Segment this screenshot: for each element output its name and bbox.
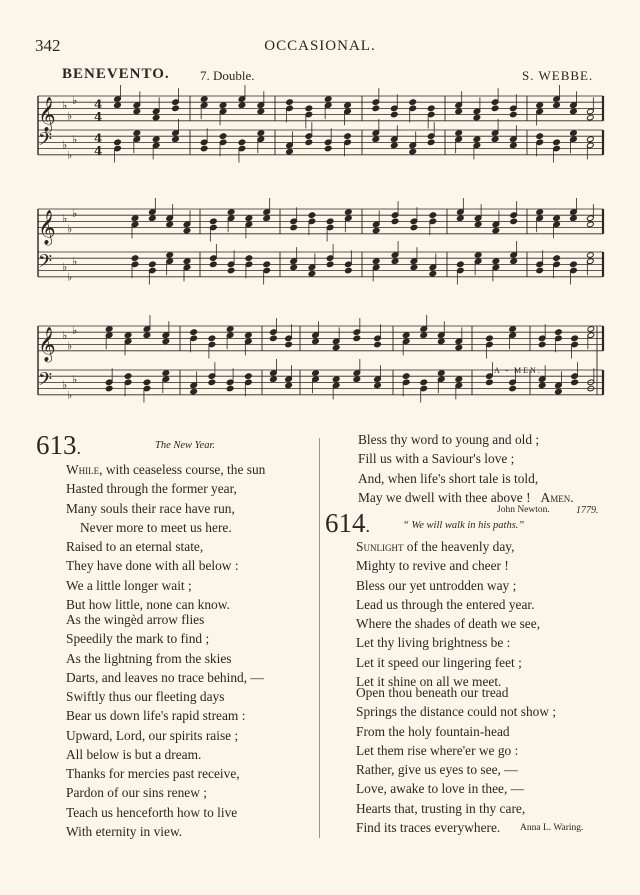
note-head [226,326,234,333]
note-head [410,224,418,231]
note-head [353,376,361,383]
note-head [263,261,271,268]
hymn-613-author: John Newton. [497,505,550,515]
note-head [390,142,398,149]
note-head [219,102,227,109]
note-head [372,105,380,112]
note-head [238,102,246,109]
note-head [492,227,500,234]
flat-icon: ♭ [67,222,73,236]
note-head [290,224,298,231]
note-head [308,212,316,219]
verse-line: Where the shades of death we see, [356,616,541,632]
note-head [455,344,463,351]
note-head [105,385,113,392]
verse-line: They have done with all below : [66,558,239,574]
verse-line: As the lightning from the skies [66,650,232,666]
note-head [286,148,294,155]
note-head [587,136,595,143]
bass-clef-icon: 𝄢 [38,129,53,155]
verse-line: And, when life's short tale is told, [358,470,539,486]
note-head [570,108,578,115]
note-head [474,252,482,259]
note-head [486,379,494,386]
treble-clef-icon: 𝄞 [38,209,56,245]
note-head [372,258,380,265]
flat-icon: ♭ [67,270,73,284]
flat-icon: ♭ [67,339,73,353]
note-head [570,130,578,137]
flat-icon: ♭ [62,138,68,152]
verse-line: May we dwell with thee above ! Amen. [358,489,574,505]
note-head [587,114,595,121]
note-head [457,261,465,268]
note-head [555,388,563,395]
note-head [270,335,278,342]
note-head [143,379,151,386]
column-divider [319,438,320,838]
flat-icon: ♭ [62,329,68,343]
flat-icon: ♭ [62,99,68,113]
note-head [172,105,180,112]
note-head [553,255,561,262]
note-head [553,102,561,109]
note-head [149,261,157,268]
note-head [509,385,517,392]
note-head [538,341,546,348]
verse-line: Hasted through the former year, [66,481,237,497]
note-head [410,264,418,271]
note-head [245,255,253,262]
note-head [455,108,463,115]
note-head [553,139,561,146]
note-head [420,379,428,386]
verse-line: Bless our yet untrodden way ; [356,577,517,593]
hymn-614-stanza-1 [356,537,540,691]
note-head [429,270,437,277]
note-head [374,341,382,348]
note-head [372,136,380,143]
note-head [162,370,170,377]
note-head [570,215,578,222]
hymn-613-stanza-2 [66,610,264,764]
note-head [312,338,320,345]
hymn-614-number: 614. [325,508,370,538]
note-head [190,329,198,336]
hymn-614-author: Anna L. Waring. [520,823,584,833]
tune-name: BENEVENTO. [62,66,170,82]
hymn-613-stanza-4 [358,430,574,507]
note-head [474,221,482,228]
verse-line: Let thy living brightness be : [356,635,511,651]
note-head [270,376,278,383]
flat-icon: ♭ [67,109,73,123]
verse-line: Darts, and leaves no trace behind, — [66,669,264,685]
line-rest: , with ceaseless course, the sun [99,462,266,477]
page-number: 342 [35,36,61,55]
verse-line: As the wingèd arrow flies [66,612,205,627]
note-head [409,99,417,106]
note-head [210,218,218,225]
note-head [555,329,563,336]
hymn-613-stanza-3 [66,764,240,841]
note-head [305,139,313,146]
verse-line: Let it shine on all we meet. [356,674,502,690]
time-signature-bottom: 4 [94,109,103,124]
note-head [332,376,340,383]
verse-line: We a little longer wait ; [66,577,192,593]
note-head [553,215,561,222]
verse-line: Mighty to revive and cheer ! [356,558,509,574]
verse-line: Let them rise where'er we go : [356,742,519,758]
note-head [324,96,332,103]
bass-clef-icon: 𝄢 [38,251,53,277]
flat-icon: ♭ [67,388,73,402]
note-head [536,102,544,109]
flat-icon: ♭ [72,324,78,337]
verse-line: Bear us down life's rapid stream : [66,708,246,724]
note-head [149,215,157,222]
note-head [510,218,518,225]
verse-line: Speedily the mark to find ; [66,631,210,647]
verse-line: Open thou beneath our tread [356,685,509,700]
flat-icon: ♭ [72,373,78,387]
verse-line: Raised to an eternal state, [66,539,204,555]
note-head [257,130,265,137]
note-head [587,326,595,333]
note-head [286,99,294,106]
verse-line [66,460,265,479]
hymn-614-stanza-2 [356,683,556,837]
note-head [326,261,334,268]
note-head [308,270,316,277]
verse-line: Fill us with a Saviour's love ; [358,451,515,467]
amen-lyric: A - MEN. [494,366,542,375]
hymn-614-title: “ We will walk in his paths.” [403,520,525,531]
note-head [152,136,160,143]
treble-clef-icon: 𝄞 [38,326,56,362]
note-head [166,252,174,259]
note-head [131,255,139,262]
note-head [332,344,340,351]
note-head [427,105,435,112]
flat-icon: ♭ [62,378,68,392]
note-head [344,102,352,109]
note-head [257,108,265,115]
note-head [190,388,198,395]
verse-line: Find its traces everywhere. [356,820,501,836]
note-head [290,264,298,271]
note-head [183,227,191,234]
tune-meter: 7. Double. [200,68,255,83]
hymn-613-stanza-1 [66,460,265,614]
verse-line: Bless thy word to young and old ; [358,432,540,447]
note-head [133,108,141,115]
note-head [172,136,180,143]
note-head [409,148,417,155]
note-head [143,332,151,339]
verse-line: Love, awake to love in thee, — [356,781,525,797]
note-head [455,376,463,383]
hymn-613-number: 613. [36,430,81,460]
note-head [227,209,235,216]
note-head [538,382,546,389]
note-head [510,111,518,118]
note-head [427,139,435,146]
flat-icon: ♭ [62,260,68,274]
hymn-613-year: 1779. [576,505,599,516]
note-head [208,379,216,386]
music-score [0,0,640,430]
note-head [227,267,235,274]
note-head [510,142,518,149]
note-head [305,105,313,112]
verse-line: Hearts that, trusting in thy care, [356,800,526,816]
verse-line: Upward, Lord, our spirits raise ; [66,727,239,743]
note-head [510,258,518,265]
verse-line: Teach us henceforth how to live [66,804,238,820]
note-head [536,133,544,140]
tune-composer: S. WEBBE. [522,68,594,83]
note-head [245,332,253,339]
flat-icon: ♭ [72,133,78,147]
line-rest: of the heavenly day, [403,539,515,554]
note-head [571,379,579,386]
verse-line: Many souls their race have run, [66,500,235,516]
note-head [324,145,332,152]
note-head [437,370,445,377]
note-head [491,136,499,143]
note-head [437,338,445,345]
flat-icon: ♭ [72,94,78,107]
note-head [536,209,544,216]
verse-line [356,537,540,556]
note-head [152,114,160,121]
note-head [345,267,353,274]
note-head [200,145,208,152]
note-head [183,258,191,265]
flat-icon: ♭ [72,255,78,269]
note-head [326,218,334,225]
note-head [162,338,170,345]
verse-line: Rather, give us eyes to see, — [356,762,518,778]
note-head [372,227,380,234]
note-head [491,105,499,112]
note-head [429,212,437,219]
note-head [344,133,352,140]
note-head [374,382,382,389]
note-head [285,382,293,389]
verse-line: Lead us through the entered year. [356,596,535,612]
note-head [473,114,481,121]
note-head [114,139,122,146]
note-head [391,218,399,225]
note-head [571,335,579,342]
note-head [245,215,253,222]
verse-line: All below is but a dream. [66,747,202,763]
note-head [457,215,465,222]
verse-line: Thanks for mercies past receive, [66,766,240,781]
note-head [587,252,595,259]
note-head [114,102,122,109]
verse-line: Pardon of our sins renew ; [66,785,207,801]
note-head [353,335,361,342]
note-head [570,261,578,268]
verse-line: With eternity in view. [66,823,183,839]
note-head [473,136,481,143]
note-head [245,373,253,380]
note-head [208,335,216,342]
verse-line: Swiftly thus our fleeting days [66,689,225,705]
note-head [133,130,141,137]
running-title: OCCASIONAL. [264,38,376,54]
note-head [492,258,500,265]
flat-icon: ♭ [72,207,78,220]
verse-line: Never more to meet us here. [80,519,232,535]
time-signature-top: 4 [94,97,103,112]
first-word: Sunlight [356,539,404,554]
hymn-613-title: The New Year. [155,440,216,451]
note-head [105,326,113,333]
note-head [312,370,320,377]
treble-clef-icon: 𝄞 [38,96,56,132]
note-head [402,332,410,339]
note-head [402,373,410,380]
verse-line: Springs the distance could not show ; [356,704,557,720]
note-head [200,96,208,103]
note-head [285,341,293,348]
note-head [166,221,174,228]
note-head [587,221,595,228]
time-signature-top: 4 [94,131,103,146]
first-word: While [66,462,100,477]
flat-icon: ♭ [62,212,68,226]
note-head [390,111,398,118]
note-head [345,209,353,216]
note-head [238,139,246,146]
verse-line: Let it speed our lingering feet ; [356,654,522,670]
verse-line: But how little, none can know. [66,597,230,613]
bass-clef-icon: 𝄢 [38,369,53,395]
note-head [420,332,428,339]
note-head [131,215,139,222]
note-head [509,326,517,333]
note-head [391,258,399,265]
flat-icon: ♭ [67,148,73,162]
note-head [219,133,227,140]
note-head [536,267,544,274]
note-head [455,130,463,137]
amen: Amen. [540,489,574,505]
time-signature-bottom: 4 [94,143,103,158]
verse-line: From the holy fountain-head [356,723,510,739]
note-head [124,373,132,380]
note-head [124,332,132,339]
note-head [210,261,218,268]
note-head [263,215,271,222]
note-head [226,385,234,392]
note-head [486,335,494,342]
